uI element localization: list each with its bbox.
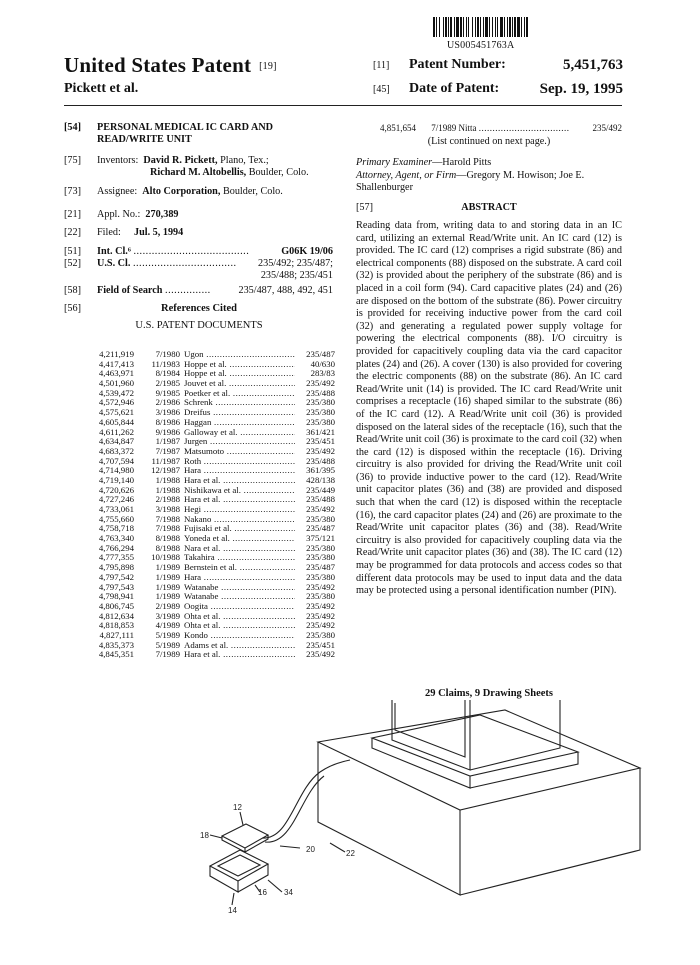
claims-count: 29 Claims, 9 Drawing Sheets [424, 688, 554, 699]
ref-date: 11/1987 [151, 456, 180, 466]
ref-number: 4,758,718 [98, 524, 134, 534]
ref-name: Hara et al. ..... [184, 650, 295, 660]
reference-row [90, 389, 335, 399]
label-20: 20 [306, 845, 315, 854]
ref-name: Hara et al. ..... [184, 476, 295, 486]
refs-code: [56] [64, 303, 81, 314]
ref-class: 235/487 [295, 350, 335, 360]
ref-date: 7/1989 [155, 650, 180, 660]
ref-name: Oogita ..... [184, 602, 295, 612]
reference-row [90, 631, 335, 641]
attorney [356, 170, 622, 194]
ref-class: 283/83 [295, 369, 335, 379]
ref-number: 4,501,960 [98, 379, 134, 389]
ref-class: 235/380 [295, 408, 335, 418]
ref-name: Jurgen ..... [184, 437, 295, 447]
label-18: 18 [200, 831, 209, 840]
ref-number: 4,827,111 [99, 630, 134, 640]
document-number: US005451763A [447, 40, 515, 51]
ref-number: 4,797,543 [98, 582, 134, 592]
patent-number-code: [11] [373, 60, 390, 71]
label-12: 12 [233, 803, 242, 812]
invention-title-line2: READ/WRITE UNIT [97, 134, 192, 145]
ref-class: 428/138 [295, 476, 335, 486]
reference-row [90, 369, 335, 379]
ref-number: 4,763,340 [98, 534, 134, 544]
ref-number: 4,795,898 [98, 563, 134, 573]
ref-name: Schrenk ..... [184, 398, 295, 408]
ref-number: 4,727,246 [98, 495, 134, 505]
ref-class: 235/449 [295, 486, 335, 496]
ref-number: 4,798,941 [98, 592, 134, 602]
ref-date: 7/1987 [155, 446, 180, 456]
uscl-label: U.S. Cl. [97, 258, 131, 269]
ref-date: 2/1988 [155, 495, 180, 505]
reference-row [90, 544, 335, 554]
reference-row [90, 621, 335, 631]
reference-row [90, 524, 335, 534]
ref-class: 235/380 [295, 631, 335, 641]
ref-date: 1/1987 [155, 437, 180, 447]
cont-ref-name: Nitta [458, 123, 477, 133]
ref-name: Nishikawa et al. ..... [184, 486, 295, 496]
cont-ref-num: 4,851,654 [380, 123, 416, 133]
appl-code: [21] [64, 209, 81, 220]
attorney-label: Attorney, Agent, or Firm [356, 170, 457, 181]
appl-label: Appl. No.: [97, 209, 141, 220]
ref-number: 4,797,542 [98, 572, 134, 582]
cont-ref-cls: 235/492 [592, 123, 622, 133]
filed-date: Jul. 5, 1994 [134, 227, 184, 238]
ref-number: 4,575,621 [98, 408, 134, 418]
ref-date: 5/1989 [155, 640, 180, 650]
ref-name: Hegi ..... [184, 505, 295, 515]
reference-row [90, 641, 335, 651]
ref-class: 235/487 [295, 563, 335, 573]
ic-card [222, 824, 268, 848]
cont-ref-date: 7/1989 [431, 123, 457, 133]
ref-date: 12/1987 [151, 466, 180, 476]
date-row [373, 81, 623, 97]
ref-name: Kondo ..... [184, 631, 295, 641]
ref-number: 4,683,372 [98, 446, 134, 456]
patent-page: US005451763A United States Patent [19] Pickett et al. [11] Patent Number: 5,451,763 [45] Date of Patent: Sep. 19, 1995 [54] PERSONAL MEDICAL IC CARD AND READ/WRITE UNIT [75] Inventors: David R. Pickett, Plano, Tex.; Richard M. Altobellis, Boulder, Colo. [73] Assignee: Alto Corporation, Boulder, Colo. [21] Appl. No.: 270,389 [22] Filed: Jul. 5, 1994 [51] Int. Cl.⁶ ...................................... G06K 19/06 [52] U.S. Cl. .................................. 235/492; 235/487; 235/488; 235/451 [58] Field of Search ............... 235/487, 488, 492, 451 [56] References Cited U.S. PATENT DOCUMENTS 4,211,919 7/1980 Ugon ..... 235/487 4,417,413 11/1983 Hoppe et al. ..... 40/630 4,463,971 8/1984 Hoppe et al. ..... 283/83 4,501,960 2/1985 Jouvet et al. ..... 235/492 4,539,472 9/1985 Poetker et al. ..... 235/488 4,572,946 2/1986 Schrenk ..... 235/380 4,575,621 3/1986 Dreifus ..... 235/380 4,605,844 8/1986 Haggan ..... 235/380 4,611,262 9/1986 Galloway et al. ..... 361/421 4,634,847 1/1987 Jurgen ..... 235/451 4,683,372 7/1987 Matsumoto ..... 235/492 4,707,594 11/1987 Roth ..... 235/488 4,714,980 12/1987 Hara ..... 361/395 4,719,140 1/1988 Hara et al. ..... 428/138 4,720,626 1/1988 Nishikawa et al. ..... 235/449 4,727,246 2/1988 Hara et al. ..... 235/488 4,733,061 3/1988 Hegi ..... 235/492 4,755,660 7/1988 Nakano ..... 235/380 4,758,718 7/1988 Fujisaki et al. ..... 235/487 4,763,340 8/1988 Yoneda et al. ..... 375/121 4,766,294 8/1988 Nara et al. ..... 235/380 4,777,355 10/1988 Takahira ..... 235/380 4,795,898 1/1989 Bernstein et al. ..... 235/487 4,797,542 1/1989 Hara ..... 235/380 4,797,543 1/1989 Watanabe ..... 235/492 4,798,941 1/1989 Watanabe ..... 235/380 4,806,745 2/1989 Oogita ..... 235/492 4,812,634 3/1989 Ohta et al. ..... 235/492 4,818,853 4/1989 Ohta et al. ..... 235/492 4,827,111 5/1989 Kondo ..... 235/380 4,835,373 5/1989 Adams et al. ..... 235/451 4,845,351 7/1989 Hara et al. ..... 235/492 4,851,654 7/1989 Nitta ................................. 235/492 (List continued on next page.) Primary Examiner—Harold Pitts Attorney, Agent, or Firm—Gregory M. Howison; Joe E. Shallenburger [57] ABSTRACT Reading data from, writing data to and storing data in an IC card, utilizing an external Read/Write unit. An IC card (12) is provided. The IC card (12) comprises a rigid substrate (86) and electrical components (88) disposed on the substrate. A card coil (32) is provided about the periphery of the substrate (86) and is placed in a coil form (94). Card capacitive plates (24) and (26) are disposed on the bottom of the substrate (86). Power circuitry is provided for receiving inductive power from the card coil (32) and generating a regulated power supply voltage for powering the electrical components (88). I/O circuitry is provided for capacitively coupling data via the card capacitor plates (24) and (26). A cover (130) is also provided for covering the electric components (88) on the substrate (86). An IC card Read/Write unit (14) is provided. The IC card Read/Write unit comprises a receptacle (16) shaped similar to the substrate (86) of the IC card (12). A Read/Write unit coil (36) is provided disposed on the lateral sides of the receptacle (16), such that the Read/Write unit coil (36) is proximate to the card coil (32) when the card (12) is disposed within the receptacle (16). Driving circuitry is also provided for driving the Read/Write unit coil (36) to provide inductive power to the card (12). Read/Write unit capacitor plates (36) and (38) are provided and disposed such that when the card (12) is disposed within the receptacle (16), the card capacitor plates (24) and (26) are proximate to the Read/Write unit capacitor plates (36) and (38). Read/Write circuitry is also provided for capacitively coupling data via the Read/Write unit capacitor plates (36) and (38). The IC card (12) may be programmed for data protocols and access codes so that different data protocols may be used to input data and the data may be protected using a personal identification number (PIN). 29 Claims, 9 Drawing Sheets 12 18 20 22 16 34 14 [0, 0, 700, 965]
reference-row [90, 515, 335, 525]
ref-class: 235/487 [295, 524, 335, 534]
ref-name: Galloway et al. ..... [184, 428, 295, 438]
label-22: 22 [346, 849, 355, 858]
reference-row [90, 398, 335, 408]
abstract-code: [57] [356, 202, 373, 213]
barcode [433, 17, 619, 37]
ref-name: Bernstein et al. ..... [184, 563, 295, 573]
title-code: [19] [259, 61, 277, 72]
list-continued: (List continued on next page.) [427, 136, 551, 147]
reference-row [90, 447, 335, 457]
uscl-code: [52] [64, 258, 81, 269]
patent-number-label: Patent Number: [409, 57, 506, 72]
patent-heading [64, 53, 277, 78]
housing-side [460, 768, 640, 895]
filed-code: [22] [64, 227, 81, 238]
ref-name: Haggan ..... [184, 418, 295, 428]
monitor-body [392, 700, 470, 770]
ref-class: 235/492 [295, 612, 335, 622]
label-34: 34 [284, 888, 293, 897]
barcode-bar [526, 17, 528, 37]
ref-date: 8/1984 [155, 369, 180, 379]
ref-number: 4,845,351 [98, 650, 134, 660]
invention-title-line1: PERSONAL MEDICAL IC CARD AND [97, 122, 274, 133]
ref-name: Takahira ..... [184, 553, 295, 563]
ref-number: 4,719,140 [98, 475, 134, 485]
reference-row [90, 466, 335, 476]
ref-date: 1/1989 [155, 563, 180, 573]
ref-class: 235/380 [295, 553, 335, 563]
ref-number: 4,777,355 [98, 553, 134, 563]
references-table [90, 350, 335, 660]
ref-number: 4,733,061 [98, 505, 134, 514]
title-field-code: [54] [64, 122, 81, 133]
ref-date: 8/1986 [155, 417, 180, 427]
reference-row [90, 408, 335, 418]
reference-row [90, 592, 335, 602]
reference-row [90, 505, 335, 515]
assignee-label: Assignee: [97, 186, 138, 197]
ref-date: 2/1986 [155, 398, 180, 408]
reference-row [90, 418, 335, 428]
ref-name: Hoppe et al. ..... [184, 360, 295, 370]
ref-class: 235/492 [295, 447, 335, 457]
abstract-text: Reading data from, writing data to and storing data in an IC card, utilizing an external Read/Write unit. An IC card (12) is provided. The IC card (12) comprises a rigid substrate (86) and electrical components (88) disposed on the substrate. A card coil (32) is provided about the periphery of the substrate (86) and is placed in a coil form (94). Card capacitive plates (24) and (26) are disposed on the bottom of the substrate (86). Power circuitry is provided for receiving inductive power from the card coil (32) and generating a regulated power supply voltage for powering the electrical components (88). I/O circuitry is provided for capacitively coupling data via the card capacitor plates (24) and (26). A cover (130) is also provided for covering the electric components (88) on the substrate (86). An IC card Read/Write unit (14) is provided. The IC card Read/Write unit comprises a receptacle (16) shaped similar to the substrate (86) of the IC card (12). A Read/Write unit coil (36) is provided disposed on the lateral sides of the receptacle (16), such that the Read/Write unit coil (36) is proximate to the card coil (32) when the card (12) is disposed within the receptacle (16). Driving circuitry is also provided for driving the Read/Write unit coil (36) to provide inductive power to the card (12). Read/Write unit capacitor plates (36) and (38) are provided and disposed such that when the card (12) is disposed within the receptacle (16), the card capacitor plates (24) and (26) are proximate to the Read/Write unit capacitor plates (36) and (38). Read/Write circuitry is also provided for capacitively coupling data via the Read/Write unit capacitor plates (36) and (38). The IC card (12) may be programmed for data protocols and access codes so that different data protocols may be used to input data and the data may be protected using a personal identification number (PIN). [356, 220, 622, 597]
ref-number: 4,766,294 [98, 543, 134, 553]
reference-row [90, 612, 335, 622]
ref-class: 235/488 [295, 457, 335, 467]
ref-number: 4,755,660 [98, 514, 134, 524]
ref-number: 4,417,413 [98, 359, 134, 369]
reference-row [90, 563, 335, 573]
ref-class: 235/492 [295, 650, 335, 660]
ref-number: 4,714,980 [98, 466, 134, 476]
ref-name: Hara ..... [184, 466, 295, 476]
ref-date: 7/1988 [155, 524, 180, 534]
assignee-code: [73] [64, 186, 81, 197]
ref-class: 235/492 [295, 602, 335, 612]
ref-number: 4,818,853 [98, 621, 134, 631]
ref-date: 1/1988 [155, 485, 180, 495]
ref-date: 9/1986 [155, 427, 180, 437]
reference-row [90, 428, 335, 438]
patent-number: 5,451,763 [563, 57, 623, 73]
reference-row [90, 495, 335, 505]
primary-examiner [356, 157, 622, 169]
abstract-title: ABSTRACT [461, 202, 517, 213]
ref-number: 4,605,844 [98, 417, 134, 427]
assignee: Alto Corporation, [142, 186, 221, 197]
ref-name: Hara et al. ..... [184, 495, 295, 505]
search-code: [58] [64, 285, 81, 296]
date-label: Date of Patent: [409, 81, 500, 96]
patent-drawing [0, 690, 700, 965]
ref-date: 8/1988 [155, 543, 180, 553]
ref-name: Fujisaki et al. ..... [184, 524, 295, 534]
intcl: G06K 19/06 [281, 246, 333, 257]
ref-class: 235/451 [295, 437, 335, 447]
inventors-label: Inventors: [97, 155, 139, 166]
inventor-short: Pickett et al. [64, 81, 139, 96]
reference-row [90, 437, 335, 447]
examiner: —Harold Pitts [432, 157, 492, 168]
ref-class: 235/451 [295, 641, 335, 651]
ref-class: 235/488 [295, 389, 335, 399]
ref-number: 4,806,745 [98, 601, 134, 611]
ref-name: Yoneda et al. ..... [184, 534, 295, 544]
filed-label: Filed: [97, 227, 121, 238]
inventor2-name: Richard M. Altobellis, [150, 167, 247, 178]
ref-name: Ohta et al. ..... [184, 612, 295, 622]
examiner-label: Primary Examiner [356, 157, 433, 168]
ref-date: 7/1980 [155, 350, 180, 359]
reference-row [90, 360, 335, 370]
reference-row [90, 534, 335, 544]
continued-reference: 4,851,654 7/1989 Nitta ................................. 235/492 [356, 122, 622, 134]
reference-row [90, 583, 335, 593]
search-label: Field of Search [97, 285, 163, 296]
attorney-line2: Shallenburger [356, 182, 413, 193]
ref-name: Jouvet et al. ..... [184, 379, 295, 389]
ref-number: 4,707,594 [98, 456, 134, 466]
ref-number: 4,812,634 [98, 611, 134, 621]
reference-row [90, 350, 335, 360]
ref-class: 235/380 [295, 515, 335, 525]
ref-date: 1/1989 [155, 572, 180, 582]
ref-number: 4,572,946 [98, 398, 134, 408]
ref-name: Ohta et al. ..... [184, 621, 295, 631]
ref-date: 11/1983 [151, 359, 180, 369]
ref-name: Dreifus ..... [184, 408, 295, 418]
uscl-line1: 235/492; 235/487; [258, 258, 333, 269]
uscl-line2: 235/488; 235/451 [260, 270, 333, 281]
reference-row [90, 553, 335, 563]
ref-date: 1/1989 [155, 592, 180, 602]
ref-name: Hara ..... [184, 573, 295, 583]
ref-class: 235/492 [295, 583, 335, 593]
ref-class: 361/421 [295, 428, 335, 438]
ref-class: 235/492 [295, 621, 335, 631]
patent-number-row [373, 57, 623, 73]
ref-class: 235/380 [295, 573, 335, 583]
reference-row [90, 476, 335, 486]
reference-row [90, 602, 335, 612]
intcl-code: [51] [64, 246, 81, 257]
ref-date: 3/1986 [155, 408, 180, 418]
ref-class: 235/380 [295, 592, 335, 602]
monitor-base [372, 715, 578, 776]
reference-row [90, 457, 335, 467]
housing-top [318, 710, 640, 810]
inventor1-name: David R. Pickett, [143, 155, 218, 166]
ref-date: 3/1989 [155, 611, 180, 621]
reference-row [90, 573, 335, 583]
ref-date: 1/1988 [155, 475, 180, 485]
references-title: References Cited [161, 303, 237, 314]
ref-date: 10/1988 [151, 553, 180, 563]
inventors-code: [75] [64, 155, 81, 166]
appl-no: 270,389 [145, 209, 179, 220]
ref-number: 4,211,919 [99, 350, 134, 359]
ref-name: Nara et al. ..... [184, 544, 295, 554]
ref-class: 361/395 [295, 466, 335, 476]
ref-class: 235/380 [295, 418, 335, 428]
search-classes: 235/487, 488, 492, 451 [238, 285, 333, 296]
ref-number: 4,634,847 [98, 437, 134, 447]
intcl-label: Int. Cl.⁶ [97, 246, 131, 257]
reference-row [90, 650, 335, 660]
header-rule [64, 105, 622, 106]
ref-number: 4,611,262 [99, 427, 134, 437]
ref-class: 235/380 [295, 398, 335, 408]
assignee-loc: Boulder, Colo. [222, 186, 283, 197]
ref-name: Matsumoto ..... [184, 447, 295, 457]
inventor1-loc: Plano, Tex.; [220, 155, 269, 166]
ref-class: 235/492 [295, 505, 335, 515]
ref-number: 4,539,472 [98, 388, 134, 398]
ref-number: 4,463,971 [98, 369, 134, 379]
ref-class: 375/121 [295, 534, 335, 544]
ref-class: 40/630 [295, 360, 335, 370]
ref-name: Roth ..... [184, 457, 295, 467]
date-code: [45] [373, 84, 390, 95]
patent-title: United States Patent [64, 53, 252, 77]
label-16: 16 [258, 888, 267, 897]
references-subtitle: U.S. PATENT DOCUMENTS [135, 320, 263, 331]
reference-row [90, 486, 335, 496]
ref-date: 4/1989 [155, 621, 180, 631]
ref-number: 4,720,626 [98, 485, 134, 495]
ref-date: 5/1989 [155, 630, 180, 640]
ref-date: 8/1988 [155, 534, 180, 544]
ref-date: 2/1989 [155, 601, 180, 611]
attorney-line1: —Gregory M. Howison; Joe E. [456, 170, 585, 181]
ref-date: 2/1985 [155, 379, 180, 389]
reference-row [90, 379, 335, 389]
ref-date: 1/1989 [155, 582, 180, 592]
ref-name: Nakano ..... [184, 515, 295, 525]
label-14: 14 [228, 906, 237, 915]
inventor2-loc: Boulder, Colo. [248, 167, 309, 178]
ref-name: Poetker et al. ..... [184, 389, 295, 399]
ref-name: Hoppe et al. ..... [184, 369, 295, 379]
patent-date: Sep. 19, 1995 [539, 81, 623, 97]
ref-date: 7/1988 [155, 514, 180, 524]
ref-class: 235/380 [295, 544, 335, 554]
housing-front [318, 742, 460, 895]
ref-name: Ugon ..... [184, 350, 295, 360]
ref-name: Adams et al. ..... [184, 641, 295, 651]
ref-name: Watanabe ..... [184, 592, 295, 602]
ref-number: 4,835,373 [98, 640, 134, 650]
abstract-heading [356, 202, 622, 214]
ref-class: 235/492 [295, 379, 335, 389]
ref-date: 9/1985 [155, 388, 180, 398]
ref-class: 235/488 [295, 495, 335, 505]
ref-name: Watanabe ..... [184, 583, 295, 593]
ref-date: 3/1988 [155, 505, 180, 514]
